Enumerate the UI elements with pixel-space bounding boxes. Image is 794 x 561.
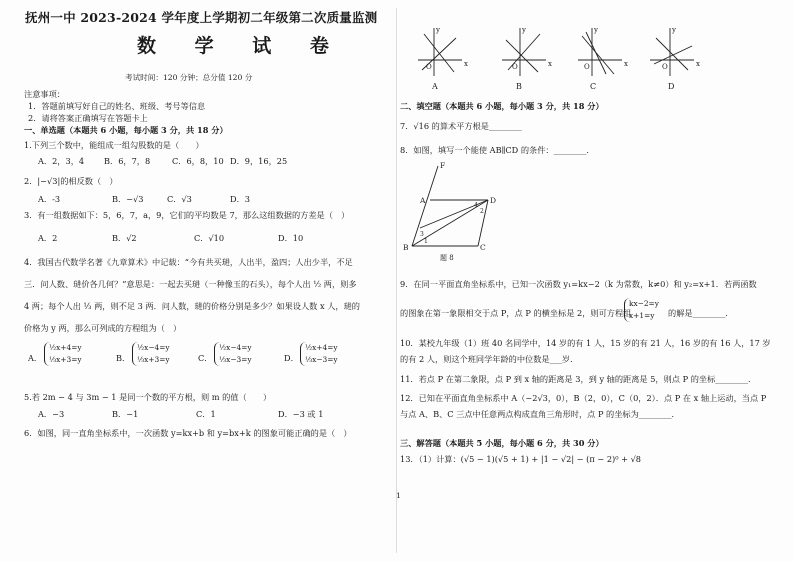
equation: ½x−4=y — [137, 343, 170, 352]
equation: x+1=y — [629, 311, 655, 320]
point-c-label: C — [480, 243, 486, 252]
angle-2-label: 2 — [480, 208, 484, 215]
q3-stem: 3．有一组数据如下：5，6，7，a，9，它们的平均数是 7，那么这组数据的方差是（ ） — [24, 210, 350, 220]
q4-option-a-system — [44, 342, 82, 366]
q1-option-b: B．6，7，8 — [104, 156, 151, 166]
graph-b — [502, 28, 546, 76]
column-divider — [396, 8, 397, 553]
q5-option-d: D．−3 或 1 — [278, 409, 324, 419]
section-3-title: 三、解答题（本题共 5 小题，每小题 6 分，共 30 分） — [400, 438, 604, 448]
equation: ⅓x−3=y — [219, 355, 252, 364]
q6-stem: 6．如图，同一直角坐标系中，一次函数 y=kx+b 和 y=bx+k 的图象可能正确的是（ ） — [24, 428, 352, 438]
q4-option-d-letter: D． — [284, 353, 299, 363]
q4-option-c-letter: C． — [198, 353, 213, 363]
q12-line: 与点 A、B、C 三点中任意两点构成直角三角形时，点 P 的坐标为________． — [400, 409, 680, 419]
graph-b-label: B — [516, 82, 522, 91]
point-b-label: B — [403, 243, 409, 252]
graph-a-label: A — [432, 82, 438, 91]
q6-graph-options — [410, 20, 700, 92]
q1-option-d: D．9，16，25 — [230, 156, 288, 166]
q3-option-a: A．2 — [38, 233, 58, 243]
q4-line: 三．问人数、琎价各几何？”意思是：一起去买琎（一种像玉的石头），每个人出 ½ 两，则多 — [24, 279, 357, 289]
graph-a-y-label: y — [436, 26, 440, 34]
graph-b-origin: O — [512, 63, 518, 71]
q4-line: 4．我国古代数学名著《九章算术》中记载：“今有共买琎，人出半，盈四；人出少半，不足 — [24, 257, 353, 267]
graph-d — [650, 28, 694, 76]
graph-a-x-label: x — [464, 60, 468, 68]
q3-option-c: C．√10 — [194, 233, 225, 243]
graph-d-origin: O — [662, 63, 668, 71]
q4-option-c-system — [214, 342, 252, 366]
q2-option-b: B．−√3 — [112, 194, 144, 204]
graph-d-y-label: y — [672, 26, 676, 34]
graph-c-x-label: x — [624, 60, 628, 68]
equation: ½x−4=y — [219, 343, 252, 352]
graph-c-y-label: y — [594, 26, 598, 34]
notice-item: 2．请将答案正确填写在答题卡上 — [28, 113, 148, 123]
notice-label: 注意事项： — [24, 89, 65, 99]
q7: 7．√16 的算术平方根是________ — [400, 121, 522, 131]
q4-option-b-letter: B． — [116, 353, 131, 363]
section-2-title: 二、填空题（本题共 6 小题，每小题 3 分，共 18 分） — [400, 101, 604, 111]
q1-stem: 1.下列三个数中，能组成一组勾股数的是（ ） — [24, 140, 204, 150]
graph-c-label: C — [590, 82, 597, 91]
angle-3-label: 3 — [420, 231, 424, 238]
q8-figure — [400, 158, 510, 262]
q9-line: 的解是________． — [668, 308, 734, 318]
q4-line: 价格为 y 两，那么可列成的方程组为（ ） — [24, 323, 182, 333]
q9-system — [624, 298, 659, 322]
exam-subject: 数 学 试 卷 — [137, 35, 345, 57]
point-d-label: D — [490, 196, 497, 205]
equation: kx−2=y — [629, 299, 659, 308]
graph-d-label: D — [668, 82, 675, 91]
q5-option-a: A．−3 — [38, 409, 65, 419]
q8-figure-caption: 题 8 — [440, 254, 454, 262]
q8: 8．如图，填写一个能使 AB∥CD 的条件：________． — [400, 145, 595, 155]
graph-b-x-label: x — [548, 60, 552, 68]
equation: ½x+4=y — [49, 343, 82, 352]
q9-line: 9．在同一平面直角坐标系中，已知一次函数 y₁=kx−2（k 为常数，k≠0）和 y₂=x+1．若两函数 — [400, 279, 757, 289]
q1-option-c: C．6，8，10 — [172, 156, 224, 166]
q2-option-d: D．3 — [230, 194, 250, 204]
q9-line: 的图象在第一象限相交于点 P，点 P 的横坐标是 2，则可方程组 — [400, 308, 632, 318]
graph-a-origin: O — [426, 63, 432, 71]
q5-stem: 5.若 2m − 4 与 3m − 1 是同一个数的平方根，则 m 的值（ ） — [24, 392, 272, 402]
q3-option-b: B．√2 — [112, 233, 137, 243]
page-number: 1 — [396, 491, 401, 500]
graph-c-origin: O — [584, 63, 590, 71]
equation: ⅓x+3=y — [137, 355, 170, 364]
q2-stem: 2．|−√3|的相反数（ ） — [24, 176, 118, 186]
equation: ½x+4=y — [305, 343, 338, 352]
q5-option-b: B．−1 — [112, 409, 139, 419]
exam-title: 抚州一中 2023-2024 学年度上学期初二年级第二次质量监测 — [25, 10, 378, 25]
q10-line: 10．某校九年级（1）班 40 名同学中，14 岁的有 1 人，15 岁的有 21 人，16 岁的有 16 人，17 岁 — [400, 338, 771, 348]
q13: 13．（1）计算：(√5 − 1)(√5 + 1) + |1 − √2| − (π − 2)⁰ + √8 — [400, 454, 641, 464]
graph-d-x-label: x — [696, 60, 700, 68]
angle-4-label: 4 — [474, 202, 478, 209]
angle-1-label: 1 — [424, 238, 428, 245]
q2-option-c: C．√3 — [167, 194, 192, 204]
q5-option-c: C．1 — [196, 409, 216, 419]
q2-option-a: A．-3 — [38, 194, 61, 204]
q4-option-d-system — [300, 342, 338, 366]
section-1-title: 一、单选题（本题共 6 小题，每小题 3 分，共 18 分） — [24, 125, 228, 135]
graph-a — [418, 28, 462, 76]
q4-line: 4 两；每个人出 ⅓ 两，则不足 3 两．问人数，琎的价格分别是多少？如果设人数 x 人，琎的 — [24, 301, 360, 311]
q1-option-a: A．2，3，4 — [38, 156, 85, 166]
q11: 11．若点 P 在第二象限，点 P 到 x 轴的距离是 3，到 y 轴的距离是 5，则点 P 的坐标________． — [400, 374, 757, 384]
point-f-label: F — [440, 161, 446, 170]
equation: ⅓x−3=y — [305, 355, 338, 364]
equation: ⅓x+3=y — [49, 355, 82, 364]
q4-option-b-system — [132, 342, 170, 366]
point-a-label: A — [420, 196, 426, 205]
q12-line: 12．已知在平面直角坐标系中 A（−2√3，0），B（2，0），C（0，2）．点 P 在 x 轴上运动，当点 P — [400, 393, 767, 403]
notice-item: 1．答题前填写好自己的姓名、班级、考号等信息 — [28, 101, 206, 111]
q3-option-d: D．10 — [278, 233, 304, 243]
q4-option-a-letter: A． — [28, 353, 43, 363]
q10-line: 的有 2 人，则这个班同学年龄的中位数是___岁． — [400, 354, 579, 364]
graph-b-y-label: y — [522, 26, 526, 34]
exam-info: 考试时间：120 分钟；总分值 120 分 — [125, 73, 253, 82]
